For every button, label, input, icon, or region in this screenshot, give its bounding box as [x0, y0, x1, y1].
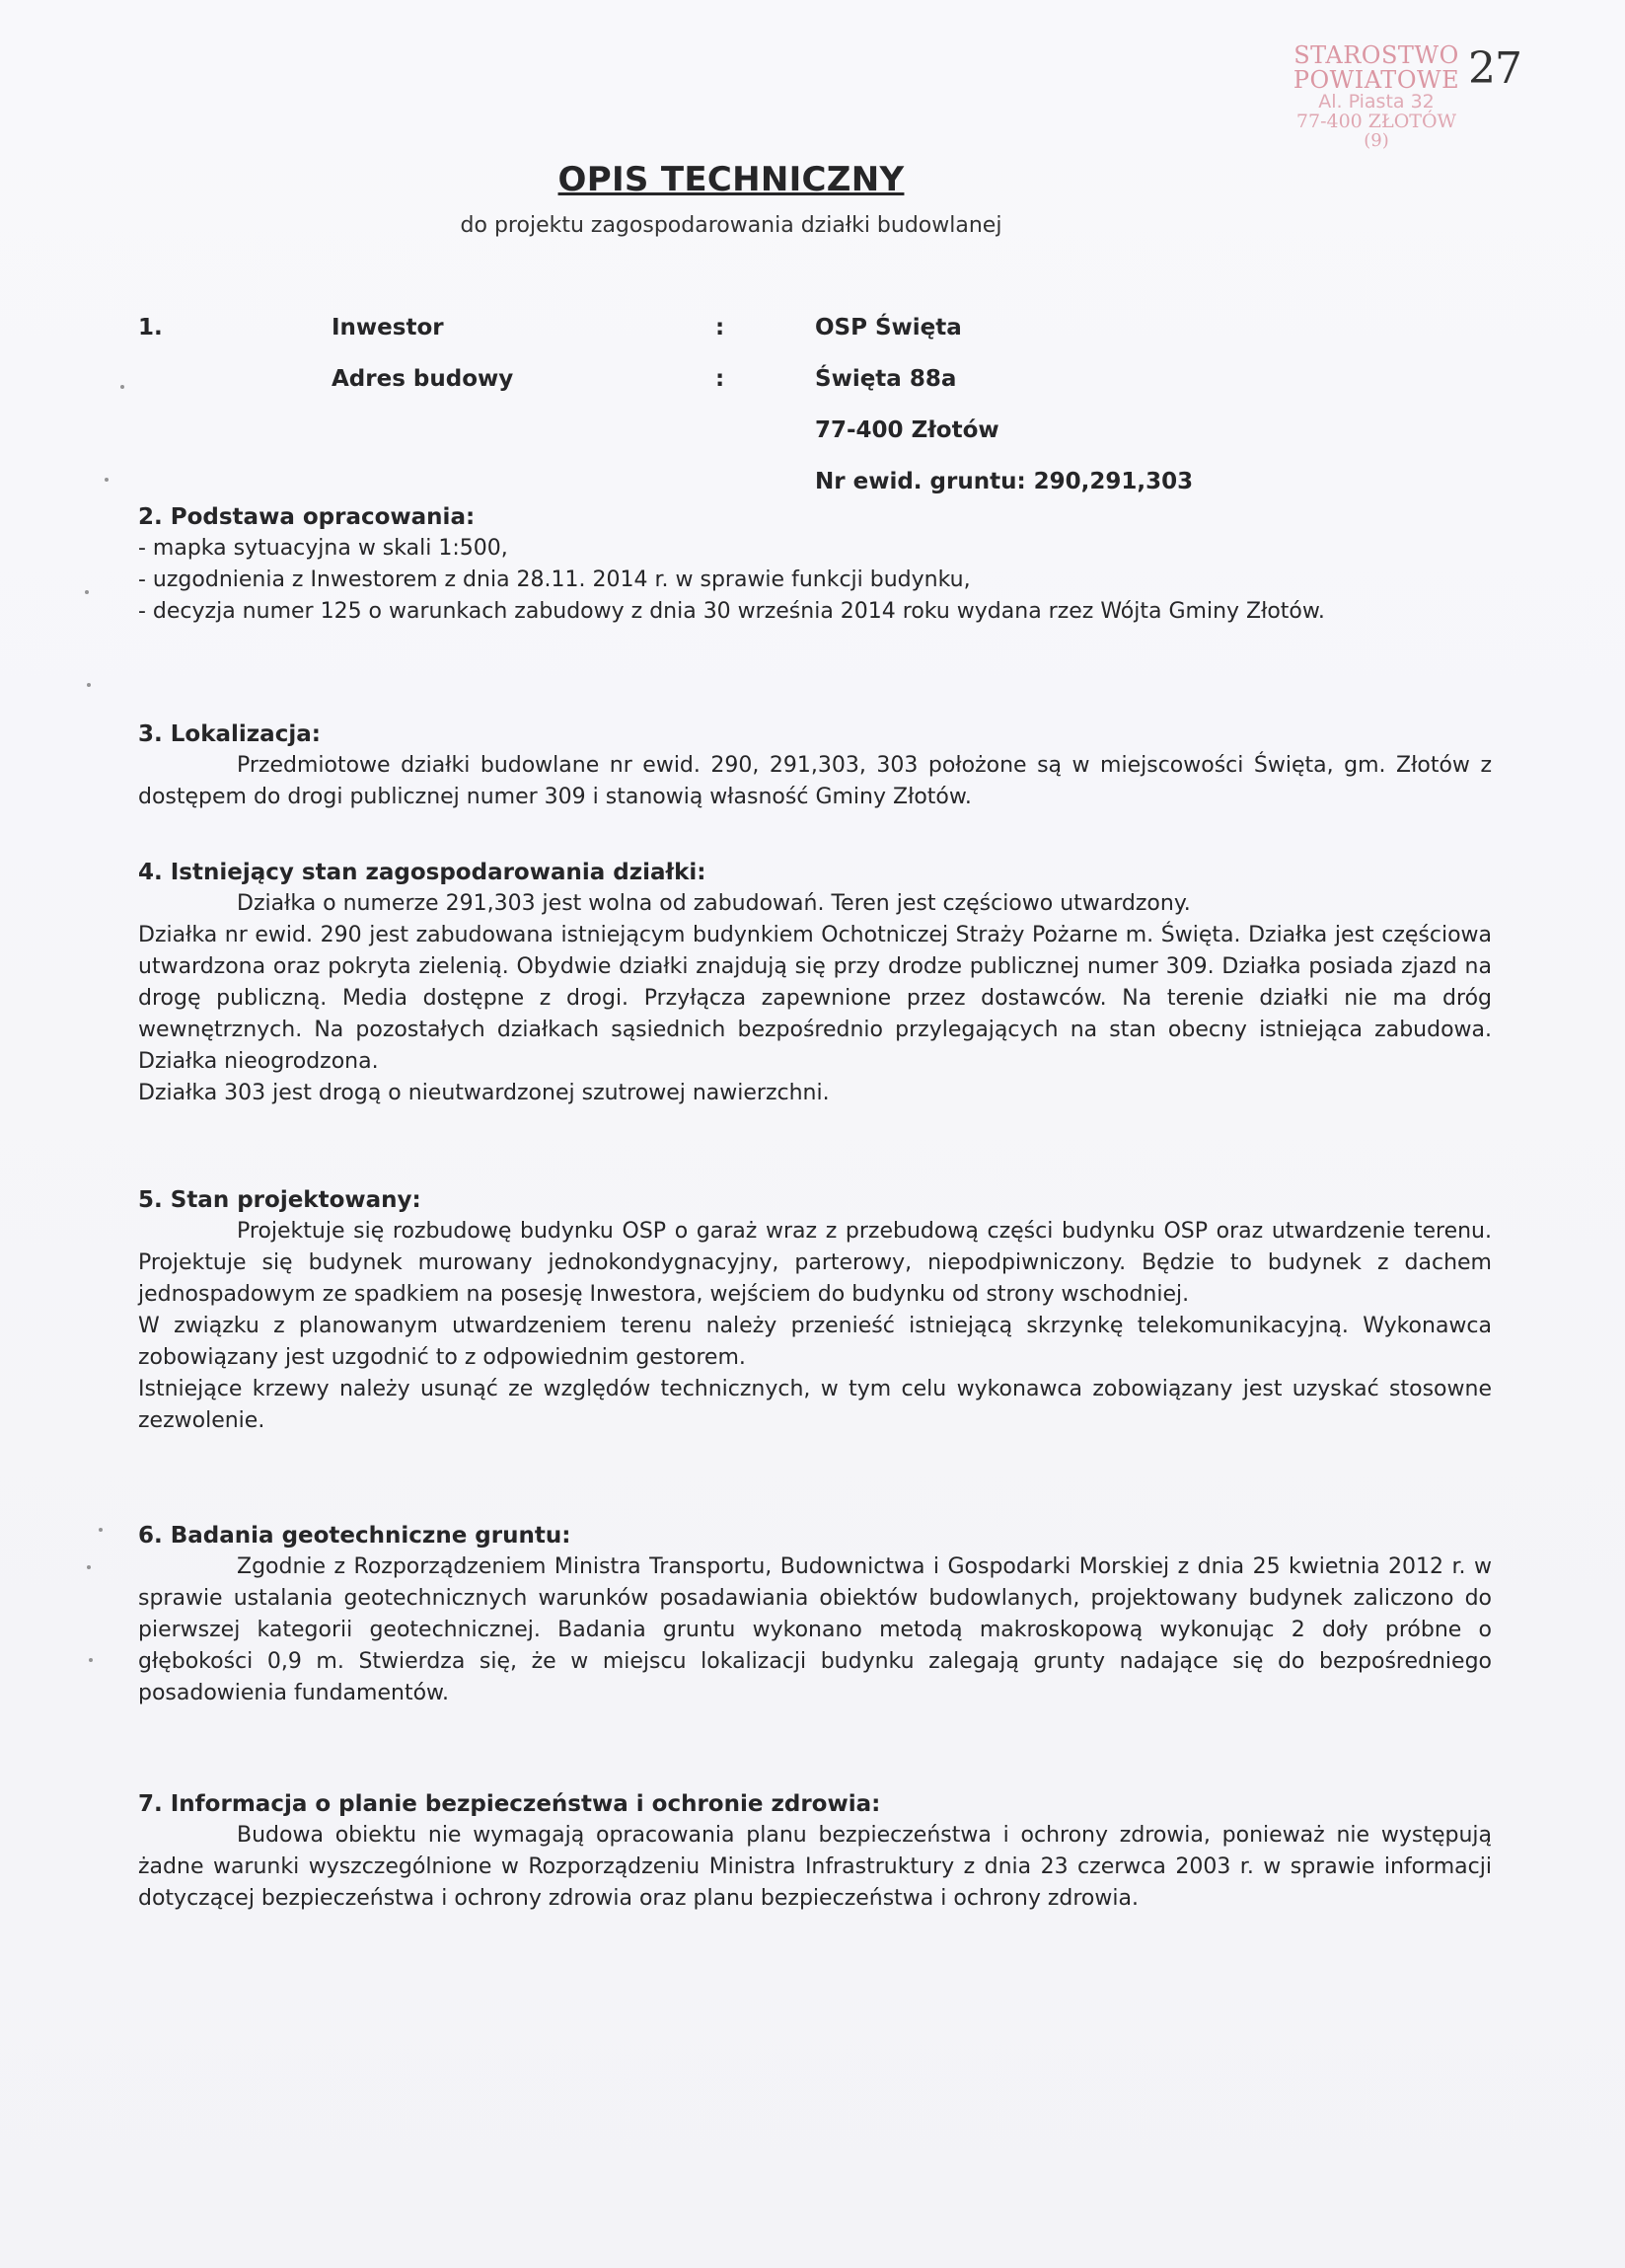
section-location: [138, 718, 1492, 813]
section-title: 4. Istniejący stan zagospodarowania działki:: [138, 860, 706, 885]
paragraph: Projektuje się rozbudowę budynku OSP o garaż wraz z przebudową części budynku OSP oraz utwardzenie terenu. Projektuje się budynek murowany jednokondygnacyjny, parterowy, niepodpiwniczony. Będzie to budynek z dachem jednospadowym ze spadkiem na posesję Inwestora, wejściem do budynku od strony wschodniej.: [138, 1219, 1492, 1307]
stamp-mark: (9): [1364, 130, 1389, 152]
investor-value: OSP Święta: [815, 315, 962, 340]
section-title: 5. Stan projektowany:: [138, 1187, 421, 1213]
scan-speck: [85, 590, 89, 594]
investor-label: Inwestor: [332, 315, 444, 340]
stamp-city: 77-400 ZŁOTÓW: [1295, 111, 1457, 133]
address-row: [0, 363, 1625, 395]
paragraph: Budowa obiektu nie wymagają opracowania planu bezpieczeństwa i ochrony zdrowia, ponieważ nie występują żadne warunki wyszczególnione w Rozporządzeniu Ministra Infrastruktury z dnia 23 czerwca 2003 r. w sprawie informacji dotyczącej bezpieczeństwa i ochrony zdrowia oraz planu bezpieczeństwa i ochrony zdrowia.: [138, 1823, 1492, 1911]
scan-speck: [87, 1565, 91, 1569]
section-title: 2. Podstawa opracowania:: [138, 504, 476, 530]
investor-colon: :: [715, 315, 725, 340]
parcel-row: [0, 466, 1625, 497]
investor-row: [0, 312, 1625, 343]
document-subtitle: do projektu zagospodarowania działki budowlanej: [460, 213, 1002, 238]
list-item: - decyzja numer 125 o warunkach zabudowy z dnia 30 września 2014 roku wydana rzez Wójta Gminy Złotów.: [138, 599, 1325, 624]
stamp-street: Al. Piasta 32: [1318, 91, 1435, 113]
paragraph: Działka nr ewid. 290 jest zabudowana istniejącym budynkiem Ochotniczej Straży Pożarne m. Święta. Działka jest częściowa utwardzona oraz pokryta zielenią. Obydwie działki znajdują się przy drodze publicznej numer 309. Działka posiada zjazd na drogę publiczną. Media dostępne z drogi. Przyłącza zapewnione przez dostawców. Na terenie działki nie ma dróg wewnętrznych. Na pozostałych działkach sąsiednich bezpośrednio przylegających na stan obecny istniejąca zabudowa. Działka nieogrodzona.: [138, 923, 1492, 1074]
list-item: - mapka sytuacyjna w skali 1:500,: [138, 536, 508, 561]
section-title: 3. Lokalizacja:: [138, 721, 321, 747]
scan-speck: [99, 1528, 103, 1532]
handwritten-page-number: 27: [1468, 43, 1521, 94]
document-title: OPIS TECHNICZNY: [557, 160, 905, 199]
section-safety-plan: [138, 1788, 1492, 1915]
paragraph: Działka 303 jest drogą o nieutwardzonej szutrowej nawierzchni.: [138, 1081, 830, 1105]
paragraph: Działka o numerze 291,303 jest wolna od zabudowań. Teren jest częściowo utwardzony.: [237, 891, 1191, 916]
scan-speck: [87, 683, 91, 687]
paragraph: W związku z planowanym utwardzeniem terenu należy przenieść istniejącą skrzynkę telekomunikacyjną. Wykonawca zobowiązany jest uzgodnić to z odpowiednim gestorem.: [138, 1314, 1492, 1370]
list-item: - uzgodnienia z Inwestorem z dnia 28.11. 2014 r. w sprawie funkcji budynku,: [138, 567, 971, 592]
stamp-office-name: STAROSTWO POWIATOWE: [1293, 41, 1460, 95]
section-number: 1.: [138, 315, 163, 340]
paragraph: Przedmiotowe działki budowlane nr ewid. 290, 291,303, 303 położone są w miejscowości Święta, gm. Złotów z dostępem do drogi publicznej numer 309 i stanowią własność Gminy Złotów.: [138, 753, 1492, 809]
section-title: 7. Informacja o planie bezpieczeństwa i ochronie zdrowia:: [138, 1791, 881, 1817]
section-designed-state: [138, 1184, 1492, 1437]
scan-speck: [89, 1658, 93, 1662]
section-basis: [138, 501, 1492, 628]
parcel-numbers: Nr ewid. gruntu: 290,291,303: [815, 469, 1194, 494]
paragraph: Zgodnie z Rozporządzeniem Ministra Transportu, Budownictwa i Gospodarki Morskiej z dnia 25 kwietnia 2012 r. w sprawie ustalania geotechnicznych warunków posadawiania obiektów budowlanych, projektowany budynek zaliczono do pierwszej kategorii geotechnicznej. Badania gruntu wykonano metodą makroskopową wykonując 2 doły próbne o głębokości 0,9 m. Stwierdza się, że w miejscu lokalizacji budynku zalegają grunty nadające się do bezpośredniego posadowienia fundamentów.: [138, 1554, 1492, 1705]
address-city-row: [0, 415, 1625, 446]
office-stamp: [1253, 43, 1500, 151]
section-geotechnical: [138, 1520, 1492, 1709]
section-title: 6. Badania geotechniczne gruntu:: [138, 1523, 571, 1549]
address-colon: :: [715, 366, 725, 392]
section-existing-state: [138, 857, 1492, 1109]
address-line2: 77-400 Złotów: [815, 417, 999, 443]
scan-speck: [120, 385, 124, 389]
paragraph: Istniejące krzewy należy usunąć ze względów technicznych, w tym celu wykonawca zobowiązany jest uzyskać stosowne zezwolenie.: [138, 1377, 1492, 1433]
scan-speck: [105, 478, 109, 482]
address-label: Adres budowy: [332, 366, 514, 392]
address-line1: Święta 88a: [815, 366, 957, 392]
